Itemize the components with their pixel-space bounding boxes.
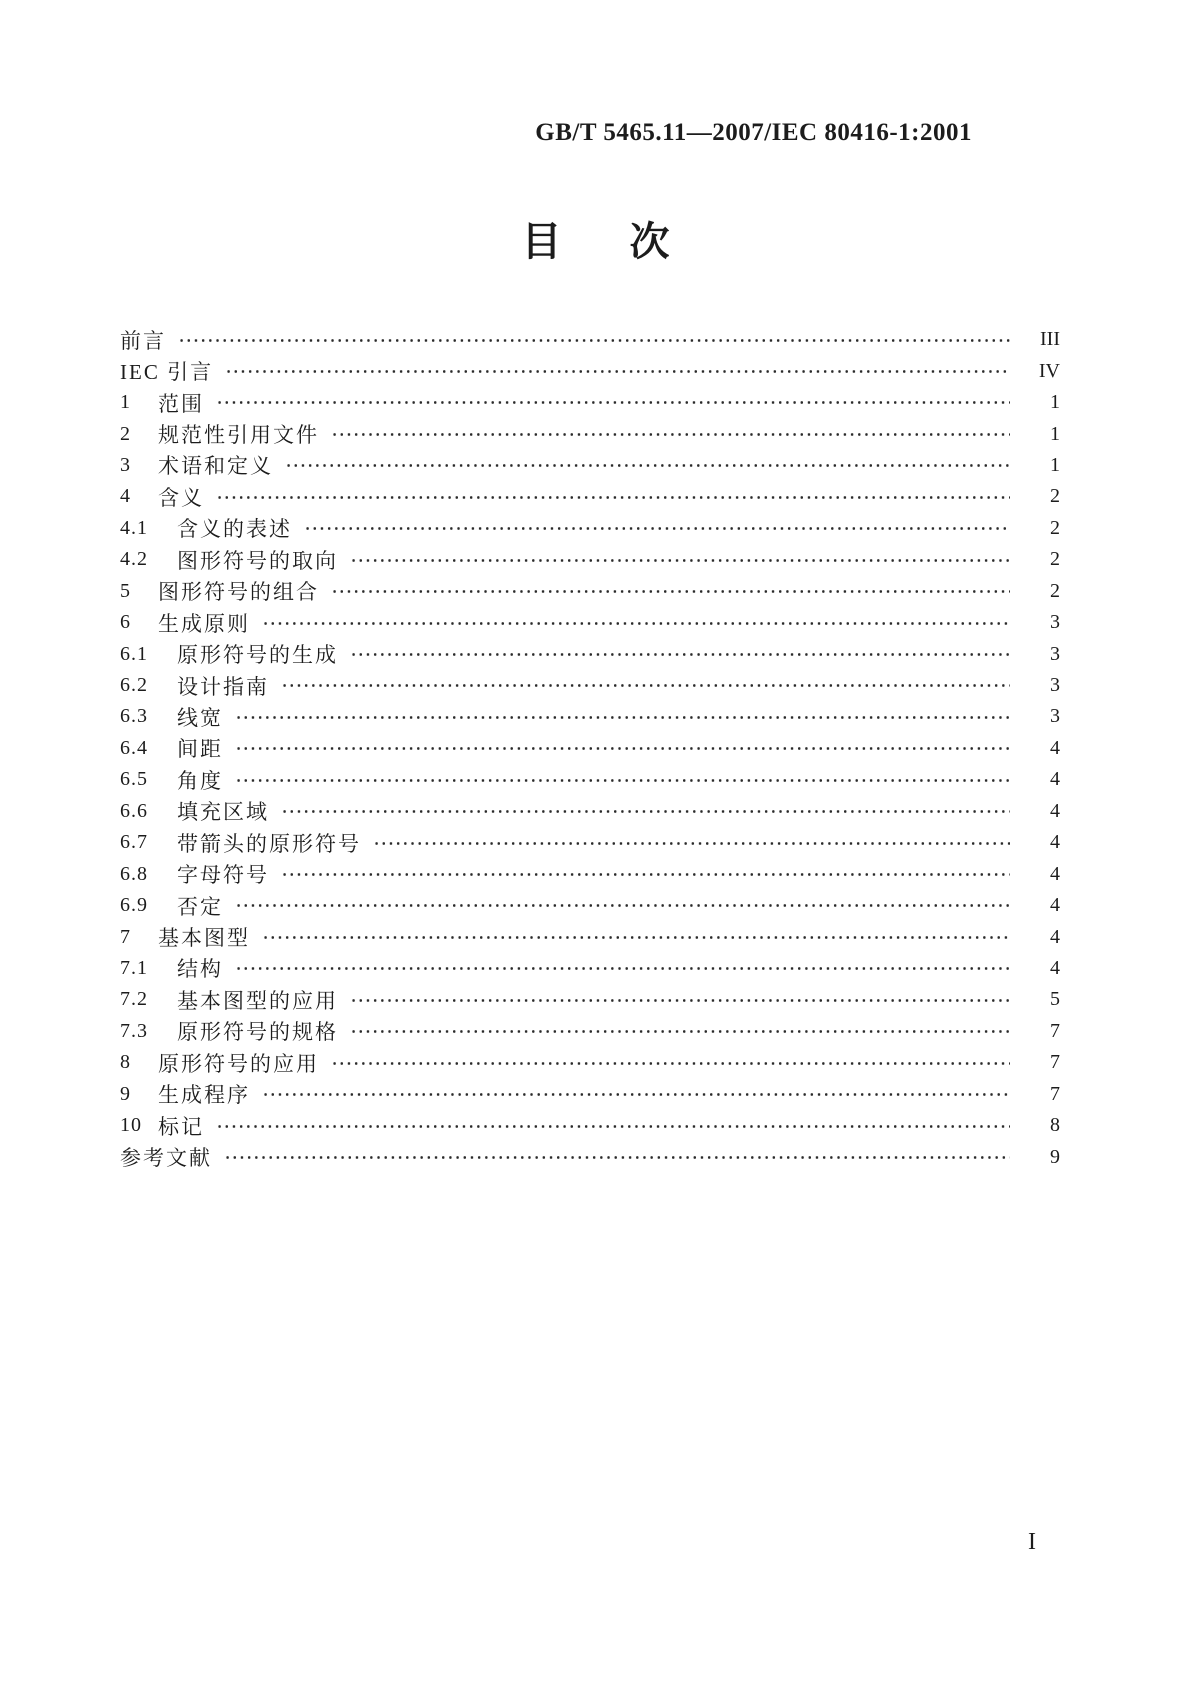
toc-title-char-1: 目 xyxy=(521,219,562,264)
toc-entry-label: 参考文献 xyxy=(120,1146,212,1171)
toc-entry-page: 7 xyxy=(1050,1082,1060,1105)
toc-entry xyxy=(120,513,1060,544)
toc-entry xyxy=(120,1141,1060,1172)
toc-entry-page: 2 xyxy=(1050,548,1060,571)
toc-entry-number: 2 xyxy=(120,422,131,445)
dot-leader xyxy=(233,733,1010,764)
dot-leader xyxy=(329,418,1010,449)
toc-entry-label: 规范性引用文件 xyxy=(158,423,319,448)
toc-entry-number: 5 xyxy=(120,579,131,602)
dot-leader xyxy=(283,450,1010,481)
toc-entry xyxy=(120,544,1060,575)
dot-leader xyxy=(329,1047,1010,1078)
toc-entry-number: 7.2 xyxy=(120,988,148,1011)
toc-list xyxy=(120,324,1060,1173)
toc-entry-page: 2 xyxy=(1050,579,1060,602)
toc-entry-number: 1 xyxy=(120,391,131,414)
dot-leader xyxy=(302,513,1010,544)
toc-entry xyxy=(120,670,1060,701)
dot-leader xyxy=(348,544,1010,575)
toc-entry xyxy=(120,1016,1060,1047)
toc-entry-page: 7 xyxy=(1050,1051,1060,1074)
toc-entry-number: 3 xyxy=(120,453,131,476)
dot-leader xyxy=(371,827,1010,858)
toc-entry xyxy=(120,701,1060,732)
dot-leader xyxy=(214,387,1010,418)
dot-leader xyxy=(214,1110,1010,1141)
toc-entry-label: 填充区域 xyxy=(177,800,269,825)
dot-leader xyxy=(223,355,1010,386)
toc-entry-number: 6.6 xyxy=(120,799,148,822)
dot-leader xyxy=(222,1141,1010,1172)
toc-entry-label: 基本图型的应用 xyxy=(177,988,338,1013)
toc-entry-label: 基本图型 xyxy=(158,926,250,951)
toc-entry-number: 6 xyxy=(120,611,131,634)
toc-entry-page: 4 xyxy=(1050,768,1060,791)
toc-entry xyxy=(120,890,1060,921)
toc-title xyxy=(0,219,1191,264)
toc-entry-page: 3 xyxy=(1050,611,1060,634)
toc-entry-label: 范围 xyxy=(158,391,204,416)
toc-entry-number: 4.1 xyxy=(120,516,148,539)
toc-entry-label: 前言 xyxy=(120,328,166,353)
toc-entry-label: 原形符号的应用 xyxy=(158,1051,319,1076)
dot-leader xyxy=(279,796,1010,827)
toc-entry-number: 6.9 xyxy=(120,894,148,917)
toc-entry-page: 1 xyxy=(1050,422,1060,445)
toc-entry-label: 原形符号的规格 xyxy=(177,1020,338,1045)
toc-entry-number: 7 xyxy=(120,925,131,948)
toc-entry-label: 线宽 xyxy=(177,705,223,730)
toc-entry-label: 生成原则 xyxy=(158,611,250,636)
dot-leader xyxy=(233,701,1010,732)
toc-entry xyxy=(120,827,1060,858)
toc-entry-number: 7.3 xyxy=(120,1019,148,1042)
toc-entry-label: 间距 xyxy=(177,737,223,762)
toc-entry-page: 4 xyxy=(1050,956,1060,979)
toc-entry-page: IV xyxy=(1038,359,1060,382)
toc-title-char-2: 次 xyxy=(629,219,670,264)
toc-entry-page: 1 xyxy=(1050,391,1060,414)
toc-entry-page: 2 xyxy=(1050,485,1060,508)
toc-entry-page: III xyxy=(1040,328,1060,351)
toc-entry xyxy=(120,450,1060,481)
toc-entry xyxy=(120,387,1060,418)
toc-entry-label: 含义 xyxy=(158,485,204,510)
toc-entry xyxy=(120,576,1060,607)
dot-leader xyxy=(279,858,1010,889)
toc-entry-page: 8 xyxy=(1050,1114,1060,1137)
toc-entry xyxy=(120,607,1060,638)
toc-entry xyxy=(120,1110,1060,1141)
toc-entry-page: 3 xyxy=(1050,642,1060,665)
toc-entry xyxy=(120,1047,1060,1078)
toc-entry-label: 图形符号的组合 xyxy=(158,580,319,605)
toc-entry-page: 5 xyxy=(1050,988,1060,1011)
dot-leader xyxy=(348,1016,1010,1047)
toc-entry-page: 4 xyxy=(1050,925,1060,948)
folio-page-number: I xyxy=(1028,1529,1036,1555)
toc-entry-label: 术语和定义 xyxy=(158,454,273,479)
toc-entry xyxy=(120,984,1060,1015)
toc-entry-label: 生成程序 xyxy=(158,1083,250,1108)
dot-leader xyxy=(348,984,1010,1015)
dot-leader xyxy=(279,670,1010,701)
dot-leader xyxy=(260,1079,1010,1110)
dot-leader xyxy=(348,638,1010,669)
toc-entry-label: 设计指南 xyxy=(177,674,269,699)
toc-entry-label: 结构 xyxy=(177,957,223,982)
toc-entry-label: IEC 引言 xyxy=(120,360,214,385)
toc-entry-number: 6.8 xyxy=(120,862,148,885)
toc-entry-page: 1 xyxy=(1050,453,1060,476)
toc-entry-page: 4 xyxy=(1050,799,1060,822)
toc-entry xyxy=(120,481,1060,512)
toc-entry-number: 10 xyxy=(120,1114,142,1137)
toc-entry xyxy=(120,324,1060,355)
toc-entry-label: 标记 xyxy=(158,1114,204,1139)
toc-entry xyxy=(120,1079,1060,1110)
toc-entry-number: 6.1 xyxy=(120,642,148,665)
toc-entry-number: 4.2 xyxy=(120,548,148,571)
toc-entry xyxy=(120,733,1060,764)
toc-entry xyxy=(120,921,1060,952)
toc-entry-page: 2 xyxy=(1050,516,1060,539)
toc-entry-number: 6.2 xyxy=(120,674,148,697)
toc-entry-number: 6.5 xyxy=(120,768,148,791)
toc-entry-label: 带箭头的原形符号 xyxy=(177,831,361,856)
dot-leader xyxy=(214,481,1010,512)
toc-entry-page: 3 xyxy=(1050,705,1060,728)
dot-leader xyxy=(260,607,1010,638)
toc-entry-label: 图形符号的取向 xyxy=(177,548,338,573)
toc-entry-number: 4 xyxy=(120,485,131,508)
toc-entry-number: 8 xyxy=(120,1051,131,1074)
toc-entry-page: 4 xyxy=(1050,736,1060,759)
toc-entry-page: 4 xyxy=(1050,831,1060,854)
toc-entry-number: 6.4 xyxy=(120,736,148,759)
toc-entry-number: 6.3 xyxy=(120,705,148,728)
toc-entry-page: 4 xyxy=(1050,894,1060,917)
toc-entry xyxy=(120,764,1060,795)
toc-entry-label: 含义的表述 xyxy=(177,517,292,542)
dot-leader xyxy=(329,576,1010,607)
toc-entry-label: 角度 xyxy=(177,768,223,793)
standard-designation-header: GB/T 5465.11—2007/IEC 80416-1:2001 xyxy=(535,119,972,146)
toc-entry-label: 原形符号的生成 xyxy=(177,643,338,668)
toc-entry xyxy=(120,355,1060,386)
toc-entry-label: 字母符号 xyxy=(177,863,269,888)
toc-entry xyxy=(120,858,1060,889)
dot-leader xyxy=(233,764,1010,795)
dot-leader xyxy=(233,890,1010,921)
toc-entry-page: 4 xyxy=(1050,862,1060,885)
toc-entry-number: 7.1 xyxy=(120,956,148,979)
dot-leader xyxy=(176,324,1010,355)
toc-entry-page: 3 xyxy=(1050,674,1060,697)
dot-leader xyxy=(260,921,1010,952)
dot-leader xyxy=(233,953,1010,984)
toc-entry-number: 9 xyxy=(120,1082,131,1105)
toc-entry-number: 6.7 xyxy=(120,831,148,854)
toc-entry-page: 7 xyxy=(1050,1019,1060,1042)
toc-entry xyxy=(120,418,1060,449)
toc-entry-page: 9 xyxy=(1050,1145,1060,1168)
toc-entry xyxy=(120,796,1060,827)
toc-entry xyxy=(120,953,1060,984)
toc-entry-label: 否定 xyxy=(177,894,223,919)
toc-entry xyxy=(120,638,1060,669)
